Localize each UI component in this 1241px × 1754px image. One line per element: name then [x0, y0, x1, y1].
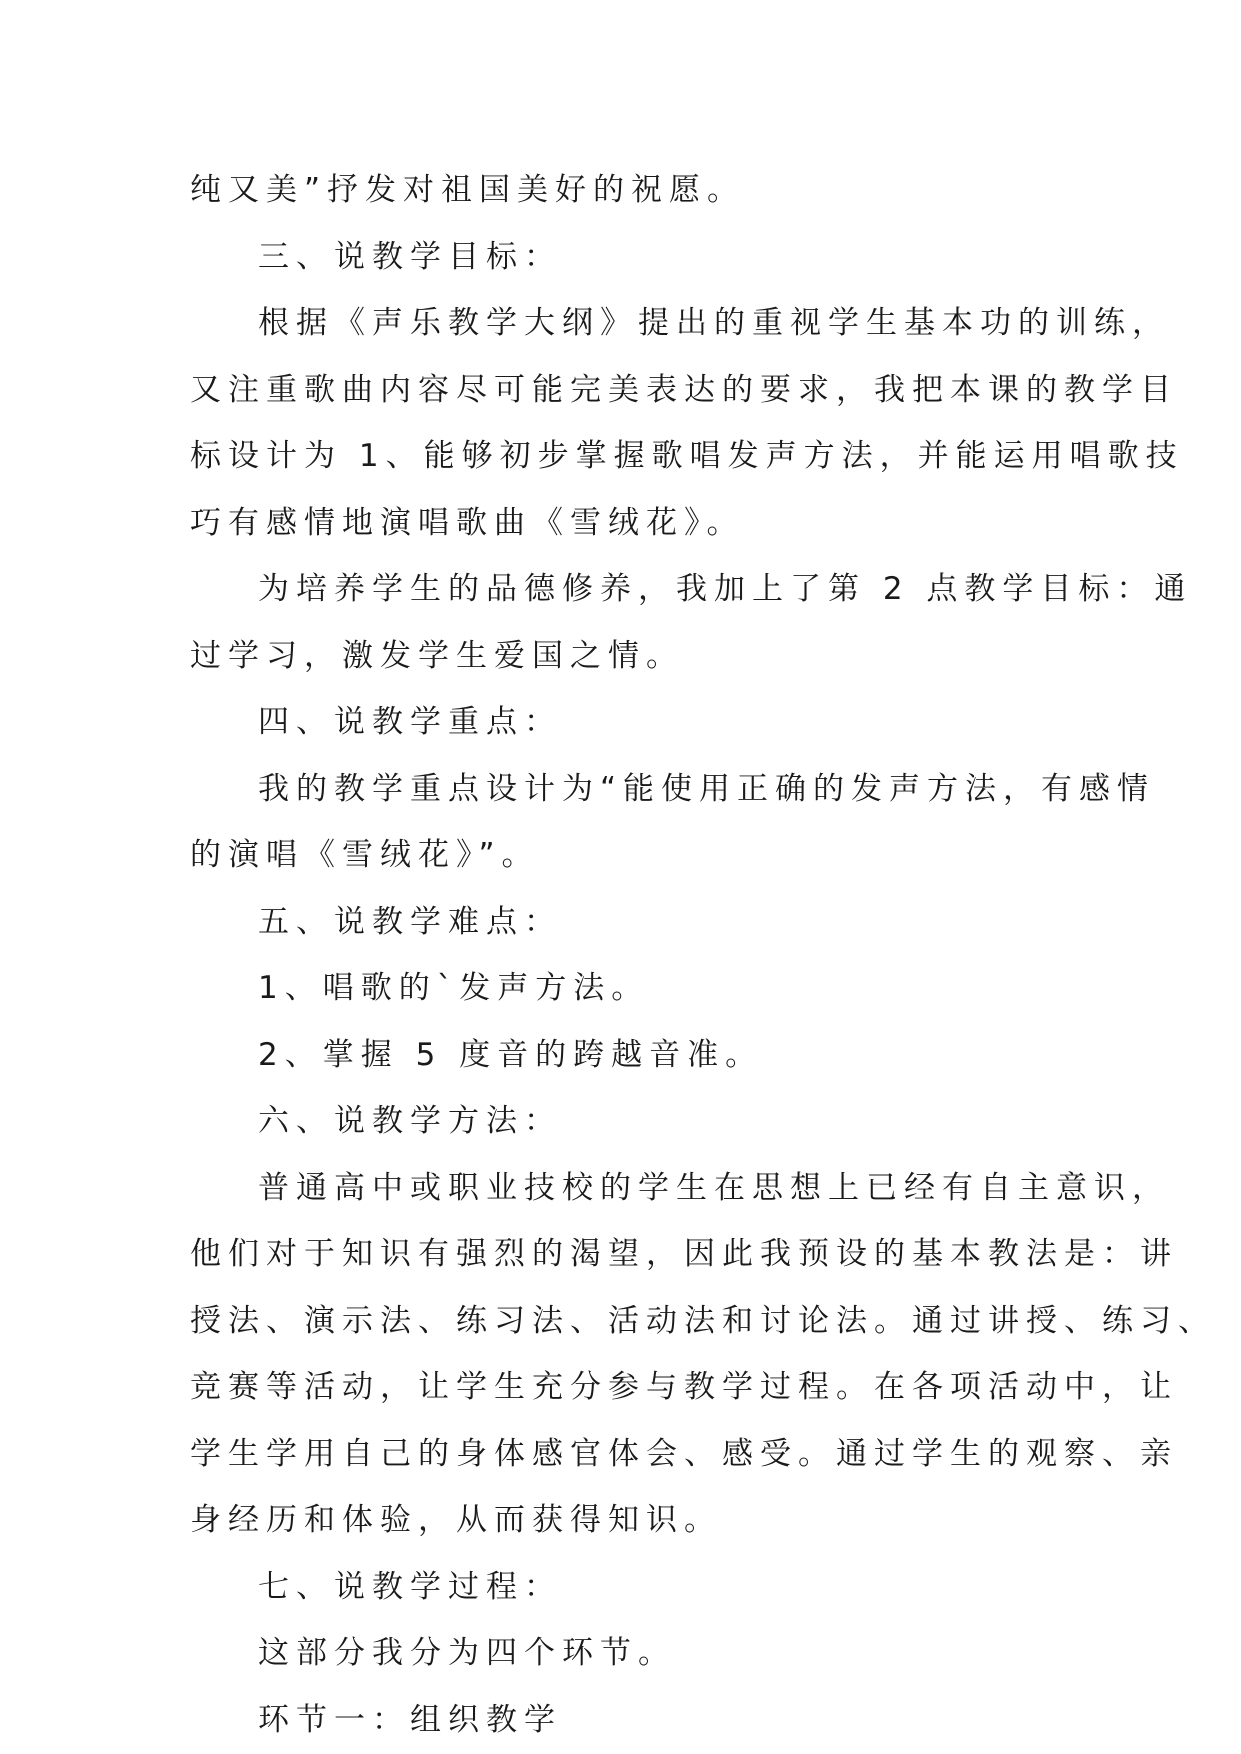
text-line: 身经历和体验，从而获得知识。: [190, 1502, 722, 1538]
text-line: 授法、演示法、练习法、活动法和讨论法。通过讲授、练习、: [190, 1302, 1216, 1339]
text-line: 他们对于知识有强烈的渴望，因此我预设的基本教法是：讲: [190, 1236, 1178, 1272]
text-line: 为培养学生的品德修养，我加上了第 2 点教学目标：通: [258, 571, 1193, 607]
section-heading-difficulties: 五、说教学难点：: [258, 903, 562, 940]
text-line: 巧有感情地演唱歌曲《雪绒花》。: [190, 504, 745, 541]
section-heading-objectives: 三、说教学目标：: [258, 238, 562, 275]
text-line: 根据《声乐教学大纲》提出的重视学生基本功的训练，: [258, 305, 1170, 341]
text-line: 标设计为 1、能够初步掌握歌唱发声方法，并能运用唱歌技: [190, 438, 1184, 474]
section-heading-process: 七、说教学过程：: [258, 1568, 562, 1605]
list-item: 2、掌握 5 度音的跨越音准。: [258, 1036, 764, 1073]
body-text: [190, 157, 1216, 1753]
text-line: 竞赛等活动，让学生充分参与教学过程。在各项活动中，让: [190, 1369, 1178, 1405]
subsection-heading: 环节一：组织教学: [258, 1701, 562, 1738]
text-line: 过学习，激发学生爱国之情。: [190, 637, 684, 674]
text-line: 纯又美”抒发对祖国美好的祝愿。: [190, 172, 746, 208]
section-heading-methods: 六、说教学方法：: [258, 1103, 562, 1139]
section-heading-key-points: 四、说教学重点：: [258, 704, 562, 740]
text-line: 的演唱《雪绒花》”。: [190, 837, 540, 873]
text-line: 又注重歌曲内容尽可能完美表达的要求，我把本课的教学目: [190, 371, 1178, 408]
text-line: 我的教学重点设计为“能使用正确的发声方法，有感情: [258, 770, 1156, 807]
text-line: 学生学用自己的身体感官体会、感受。通过学生的观察、亲: [190, 1435, 1178, 1472]
text-line: 这部分我分为四个环节。: [258, 1635, 676, 1671]
list-item: 1、唱歌的`发声方法。: [258, 970, 650, 1006]
text-line: 普通高中或职业技校的学生在思想上已经有自主意识，: [258, 1169, 1170, 1206]
